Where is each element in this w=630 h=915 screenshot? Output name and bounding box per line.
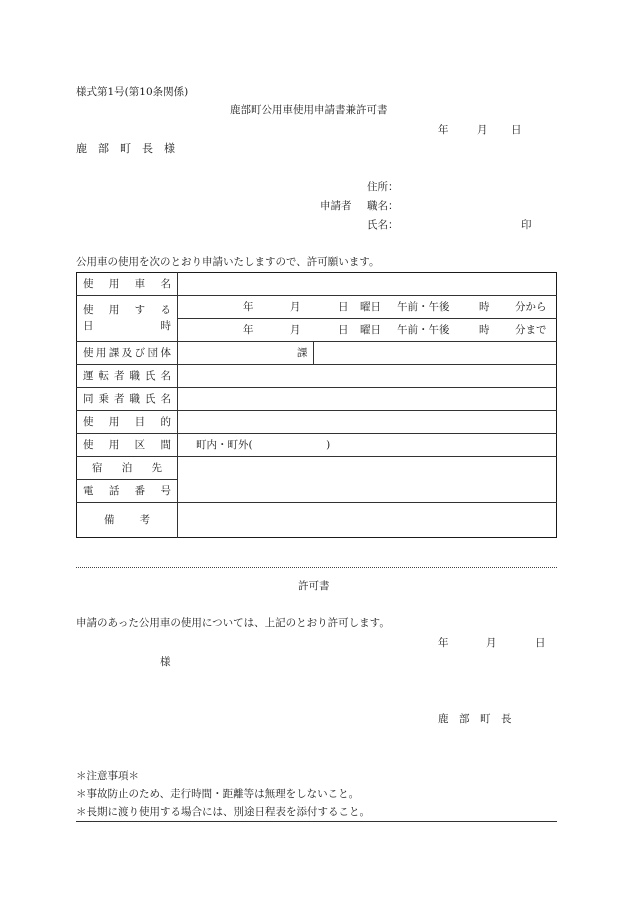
request-text: 公用車の使用を次のとおり申請いたしますので、許可願います。 [76, 256, 380, 268]
permit-text: 申請のあった公用車の使用については、上記のとおり許可します。 [76, 617, 390, 629]
row-divider [76, 295, 557, 296]
to-ampm: 午前・午後 [397, 324, 450, 336]
from-year: 年 [243, 301, 254, 313]
permit-title: 許可書 [298, 580, 330, 592]
row-divider [76, 456, 557, 457]
permit-sama: 様 [160, 656, 171, 668]
name-label: 氏名： [367, 219, 399, 231]
label-passenger: 同乗者職氏名 [83, 393, 171, 405]
document-title: 鹿部町公用車使用申請書兼許可書 [230, 104, 388, 116]
label-purpose: 使用目的 [83, 416, 171, 428]
dotted-separator [76, 567, 557, 568]
row-divider [76, 433, 557, 434]
to-weekday: 曜日 [360, 324, 381, 336]
to-minute: 分まで [515, 324, 547, 336]
to-day: 日 [338, 324, 349, 336]
column-divider [313, 341, 314, 364]
row-divider [178, 318, 557, 319]
date-day: 日 [511, 124, 522, 136]
date-month: 月 [477, 124, 488, 136]
row-divider [76, 502, 557, 503]
address-label: 住所： [367, 181, 399, 193]
position-label: 職名： [367, 200, 399, 212]
label-area: 使用区間 [83, 439, 171, 451]
to-month: 月 [290, 324, 301, 336]
area-value: 町内・町外( ) [196, 439, 331, 451]
row-divider [76, 364, 557, 365]
label-lodging: 宿泊先 [92, 462, 162, 474]
addressee: 鹿 部 町 長 様 [76, 142, 175, 155]
notes-heading: ＊注意事項＊ [76, 770, 139, 782]
from-ampm: 午前・午後 [397, 301, 450, 313]
row-divider [76, 341, 557, 342]
from-minute: 分から [515, 301, 547, 313]
to-hour: 時 [479, 324, 490, 336]
row-divider [76, 387, 557, 388]
bottom-rule [76, 821, 557, 822]
permit-day: 日 [535, 637, 546, 649]
to-year: 年 [243, 324, 254, 336]
from-month: 月 [290, 301, 301, 313]
date-year: 年 [438, 124, 449, 136]
permit-month: 月 [486, 637, 497, 649]
label-driver: 運転者職氏名 [83, 370, 171, 382]
from-hour: 時 [479, 301, 490, 313]
label-use-datetime-1: 使用する [83, 304, 171, 316]
row-divider [76, 410, 557, 411]
label-vehicle-name: 使用車名 [83, 278, 171, 290]
applicant-label: 申請者 [320, 200, 352, 212]
label-remarks: 備考 [104, 514, 150, 526]
from-weekday: 曜日 [360, 301, 381, 313]
from-day: 日 [338, 301, 349, 313]
note-item: ＊長期に渡り使用する場合には、別途日程表を添付すること。 [76, 806, 370, 818]
label-department: 使用課及び団体 [83, 347, 171, 359]
form-number: 様式第1号(第10条関係) [76, 86, 189, 98]
note-item: ＊事故防止のため、走行時間・距離等は無理をしないこと。 [76, 788, 360, 800]
permit-year: 年 [438, 637, 449, 649]
seal-mark: 印 [521, 219, 532, 231]
column-divider [177, 272, 178, 538]
row-divider [76, 479, 178, 480]
department-suffix: 課 [297, 347, 308, 359]
label-use-datetime-2: 日時 [83, 320, 171, 332]
label-phone: 電話番号 [83, 485, 171, 497]
permit-signer: 鹿 部 町 長 [438, 713, 512, 725]
